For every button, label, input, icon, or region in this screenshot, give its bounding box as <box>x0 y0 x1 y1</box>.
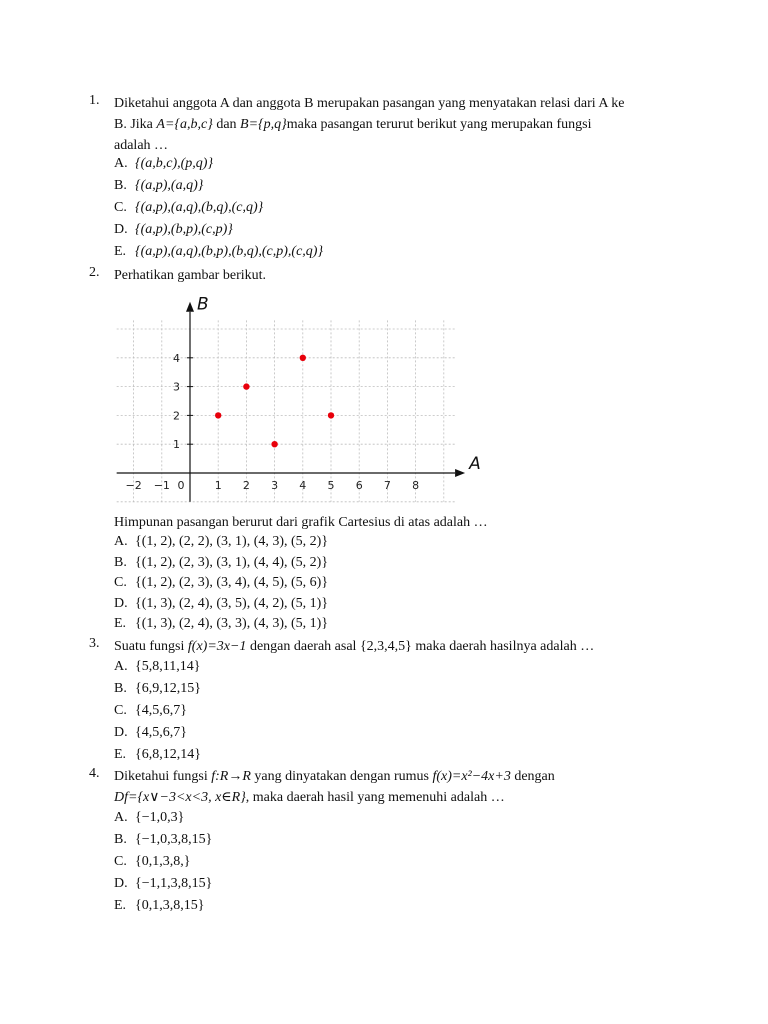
set-a: A={a,b,c} <box>156 117 213 132</box>
data-point <box>328 412 334 418</box>
x-tick-label: −2 <box>125 479 142 492</box>
x-tick-label: 4 <box>299 479 307 492</box>
option-a[interactable]: A. {−1,0,3} <box>114 810 185 825</box>
x-tick-label: 2 <box>242 479 250 492</box>
options-list <box>114 807 212 917</box>
x-tick-label: 7 <box>383 479 391 492</box>
x-tick-label: 8 <box>412 479 420 492</box>
option-e[interactable]: E. {0,1,3,8,15} <box>114 898 205 913</box>
y-axis-arrow <box>186 302 194 312</box>
x-tick-label: 1 <box>214 479 222 492</box>
x-axis-label: A <box>469 454 481 474</box>
domain-definition: Df={x∨−3<x<3, x∈R} <box>114 790 246 805</box>
option-a[interactable]: A. {(a,b,c),(p,q)} <box>114 156 214 171</box>
option-d[interactable]: D. {(1, 3), (2, 4), (3, 5), (4, 2), (5, 1)} <box>114 595 329 611</box>
set-b: B={p,q} <box>240 117 287 132</box>
options-list <box>114 532 328 635</box>
y-tick-label: 4 <box>173 351 180 365</box>
x-tick-label: 3 <box>271 479 279 492</box>
function-rule: f(x)=x²−4x+3 <box>432 769 511 784</box>
question-number: 3. <box>89 636 100 651</box>
options-list <box>114 153 323 263</box>
domain-set: {2,3,4,5} <box>359 639 412 654</box>
option-b[interactable]: B. {(a,p),(a,q)} <box>114 178 204 193</box>
data-point <box>300 355 306 361</box>
x-axis-arrow <box>455 469 465 477</box>
option-d[interactable]: D. {4,5,6,7} <box>114 725 187 740</box>
question-text: Diketahui fungsi f:R→R yang dinyatakan dengan rumus f(x)=x²−4x+3 dengan Df={x∨−3<x<3, x∈R}, maka daerah hasil yang memenuhi adalah … <box>114 769 555 805</box>
y-tick-label: 3 <box>173 380 180 394</box>
option-a[interactable]: A. {5,8,11,14} <box>114 659 201 674</box>
option-b[interactable]: B. {−1,0,3,8,15} <box>114 832 213 847</box>
option-c[interactable]: C. {4,5,6,7} <box>114 703 187 718</box>
question-text: Diketahui anggota A dan anggota B merupakan pasangan yang menyatakan relasi dari A ke B. Jika A={a,b,c} dan B={p,q}maka pasangan terurut berikut yang merupakan fungsi adalah … <box>114 96 625 153</box>
option-d[interactable]: D. {−1,1,3,8,15} <box>114 876 213 891</box>
y-tick-label: 1 <box>173 438 180 452</box>
question-number: 4. <box>89 766 100 781</box>
data-point <box>215 412 221 418</box>
option-d[interactable]: D. {(a,p),(b,p),(c,p)} <box>114 222 233 237</box>
x-tick-label: 6 <box>355 479 363 492</box>
data-point <box>271 441 277 447</box>
question-text: Perhatikan gambar berikut. <box>114 268 267 283</box>
option-b[interactable]: B. {6,9,12,15} <box>114 681 201 696</box>
x-tick-label: −1 <box>153 479 170 492</box>
cartesian-graph <box>108 291 481 511</box>
option-e[interactable]: E. {6,8,12,14} <box>114 747 201 762</box>
question-number: 2. <box>89 265 100 280</box>
option-c[interactable]: C. {0,1,3,8,} <box>114 854 191 869</box>
data-point <box>243 383 249 389</box>
option-a[interactable]: A. {(1, 2), (2, 2), (3, 1), (4, 3), (5, 2)} <box>114 534 329 549</box>
x-tick-label: 0 <box>177 479 185 492</box>
question-text: Suatu fungsi f(x)=3x−1 dengan daerah asal {2,3,4,5} maka daerah hasilnya adalah … <box>114 639 595 654</box>
option-c[interactable]: C. {(1, 2), (2, 3), (3, 4), (4, 5), (5, 6)} <box>114 575 329 590</box>
function-mapping: f:R→R <box>211 769 251 784</box>
y-axis-label: B <box>197 294 209 315</box>
x-tick-label: 5 <box>327 479 335 492</box>
graph-caption: Himpunan pasangan berurut dari grafik Cartesius di atas adalah … <box>114 515 488 530</box>
option-e[interactable]: E. {(1, 3), (2, 4), (3, 3), (4, 3), (5, 1)} <box>114 616 329 631</box>
option-c[interactable]: C. {(a,p),(a,q),(b,q),(c,q)} <box>114 200 264 215</box>
option-e[interactable]: E. {(a,p),(a,q),(b,p),(b,q),(c,p),(c,q)} <box>114 244 324 259</box>
options-list <box>114 656 201 766</box>
y-tick-label: 2 <box>173 409 180 423</box>
function-formula: f(x)=3x−1 <box>187 639 247 654</box>
question-number: 1. <box>89 93 100 108</box>
option-b[interactable]: B. {(1, 2), (2, 3), (3, 1), (4, 4), (5, 2)} <box>114 554 329 570</box>
